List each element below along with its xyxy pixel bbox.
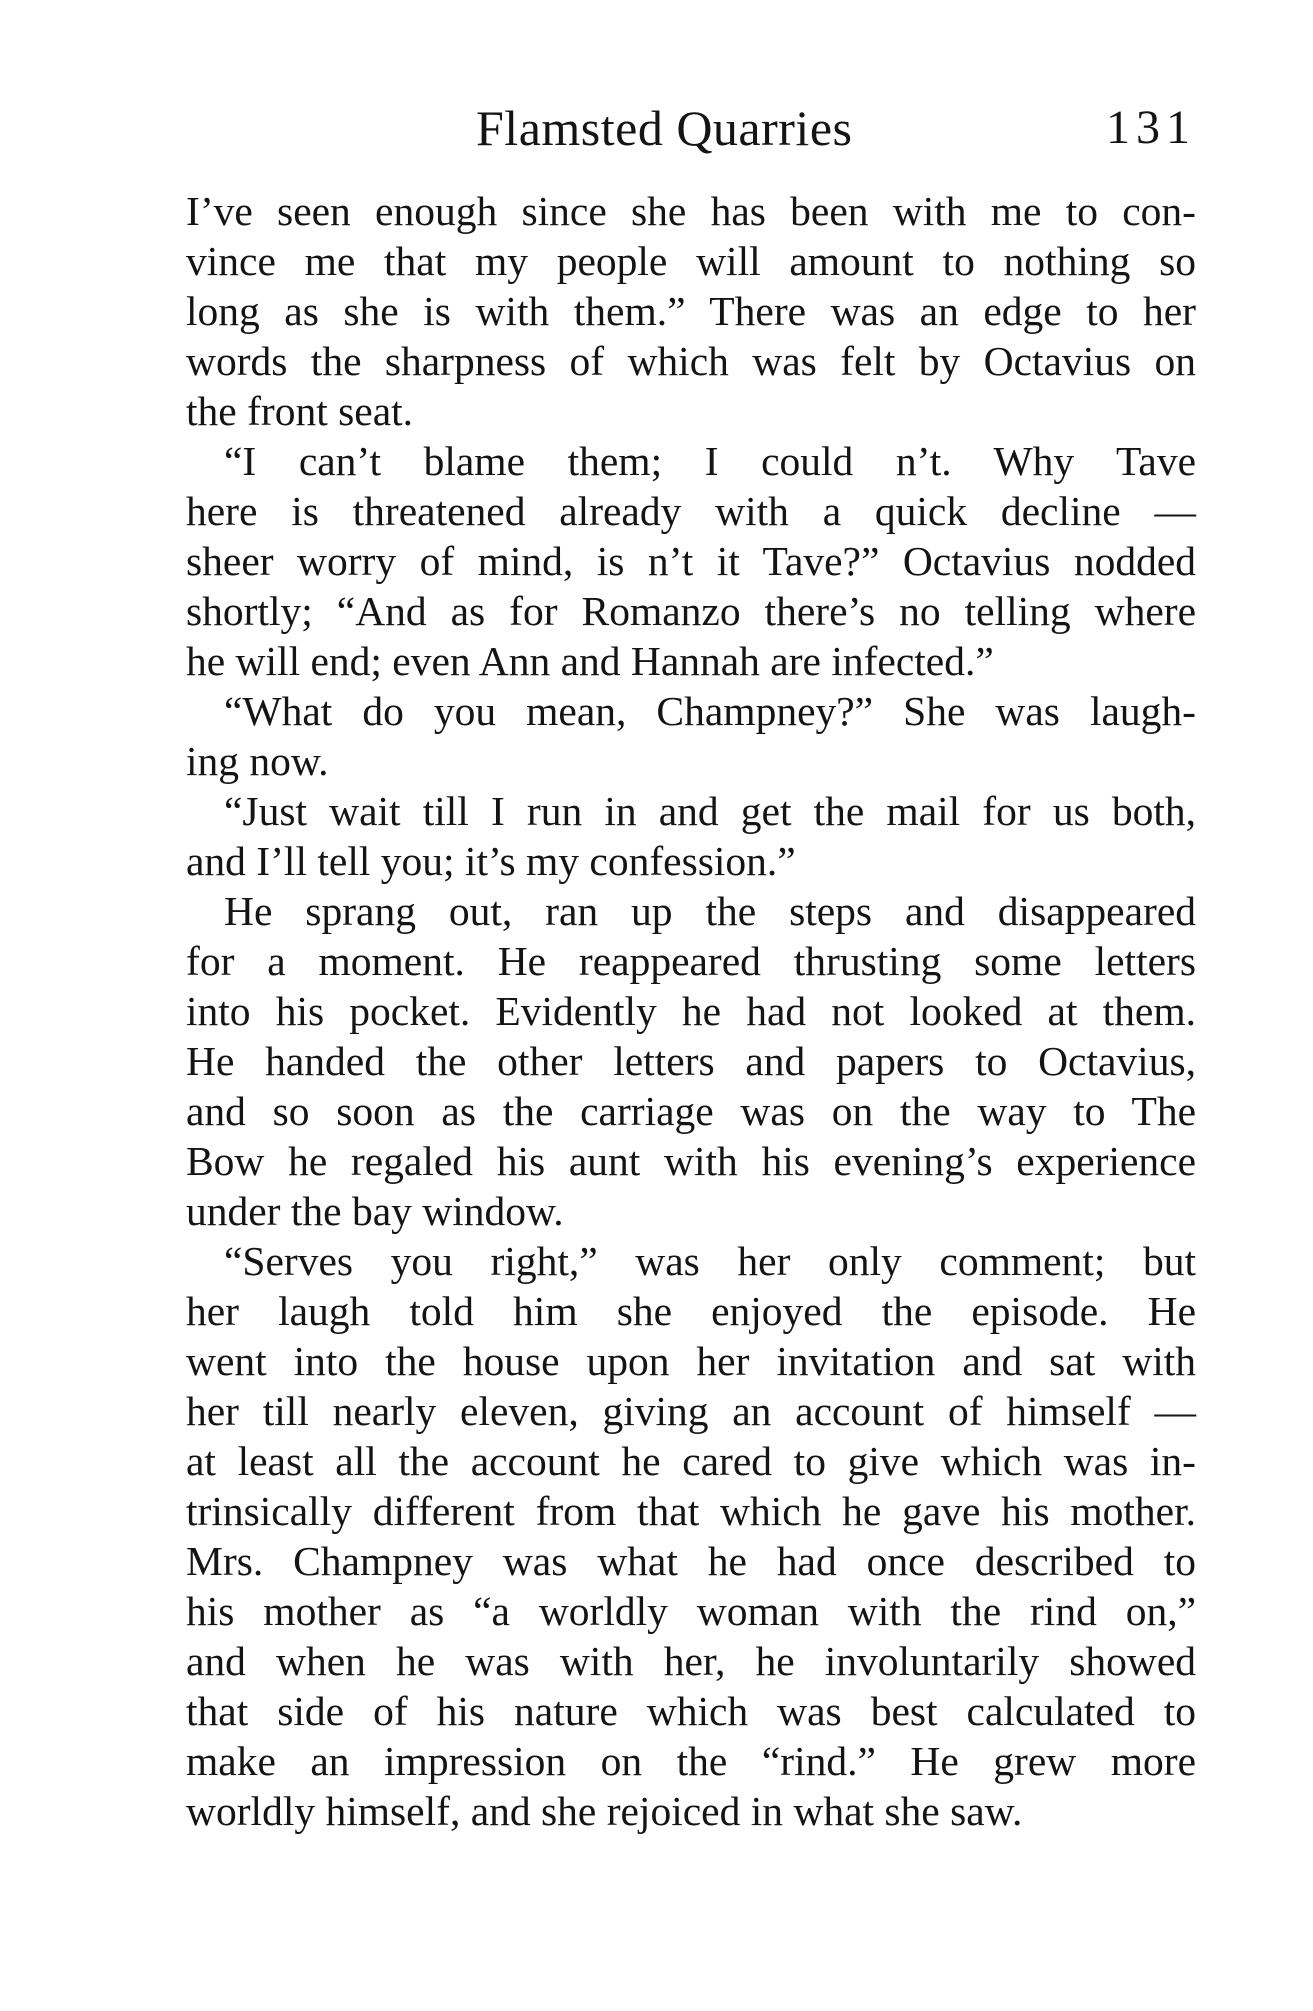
text-line: I’ve seen enough since she has been with me to con- bbox=[186, 188, 1196, 234]
text-line: for a moment. He reappeared thrusting some letters bbox=[186, 938, 1196, 984]
text-line: He sprang out, ran up the steps and disappeared bbox=[224, 888, 1196, 934]
text-line: her till nearly eleven, giving an account of himself — bbox=[186, 1388, 1196, 1434]
text-line: trinsically different from that which he gave his mother. bbox=[186, 1488, 1196, 1534]
text-line: he will end; even Ann and Hannah are infected.” bbox=[186, 638, 994, 684]
text-line: worldly himself, and she rejoiced in what she saw. bbox=[186, 1788, 1023, 1834]
text-line: at least all the account he cared to give which was in- bbox=[186, 1438, 1196, 1484]
text-line: “I can’t blame them; I could n’t. Why Tave bbox=[224, 438, 1196, 484]
text-line: and when he was with her, he involuntarily showed bbox=[186, 1638, 1196, 1684]
text-line: Mrs. Champney was what he had once described to bbox=[186, 1538, 1196, 1584]
text-line: here is threatened already with a quick decline — bbox=[186, 488, 1196, 534]
text-line: “What do you mean, Champney?” She was laugh- bbox=[224, 688, 1196, 734]
text-line: make an impression on the “rind.” He grew more bbox=[186, 1738, 1196, 1784]
text-line: sheer worry of mind, is n’t it Tave?” Octavius nodded bbox=[186, 538, 1196, 584]
text-line: He handed the other letters and papers to Octavius, bbox=[186, 1038, 1196, 1084]
page-header bbox=[186, 98, 1196, 158]
text-line: the front seat. bbox=[186, 388, 414, 434]
text-line: and so soon as the carriage was on the way to The bbox=[186, 1088, 1196, 1134]
text-line: ing now. bbox=[186, 738, 329, 784]
text-line: “Serves you right,” was her only comment; but bbox=[224, 1238, 1196, 1284]
text-line: long as she is with them.” There was an edge to her bbox=[186, 288, 1196, 334]
text-line: his mother as “a worldly woman with the rind on,” bbox=[186, 1588, 1196, 1634]
text-line: under the bay window. bbox=[186, 1188, 564, 1234]
text-line: and I’ll tell you; it’s my confession.” bbox=[186, 838, 796, 884]
text-line: her laugh told him she enjoyed the episode. He bbox=[186, 1288, 1196, 1334]
text-line: vince me that my people will amount to nothing so bbox=[186, 238, 1196, 284]
body-text bbox=[186, 186, 1196, 1836]
text-line: into his pocket. Evidently he had not looked at them. bbox=[186, 988, 1196, 1034]
page-number: 131 bbox=[1106, 101, 1196, 154]
text-line: shortly; “And as for Romanzo there’s no telling where bbox=[186, 588, 1196, 634]
text-line: went into the house upon her invitation and sat with bbox=[186, 1338, 1196, 1384]
text-line: “Just wait till I run in and get the mail for us both, bbox=[224, 788, 1196, 834]
text-line: that side of his nature which was best calculated to bbox=[186, 1688, 1196, 1734]
running-title: Flamsted Quarries bbox=[476, 100, 853, 156]
text-line: words the sharpness of which was felt by Octavius on bbox=[186, 338, 1196, 384]
text-line: Bow he regaled his aunt with his evening’s experience bbox=[186, 1138, 1196, 1184]
